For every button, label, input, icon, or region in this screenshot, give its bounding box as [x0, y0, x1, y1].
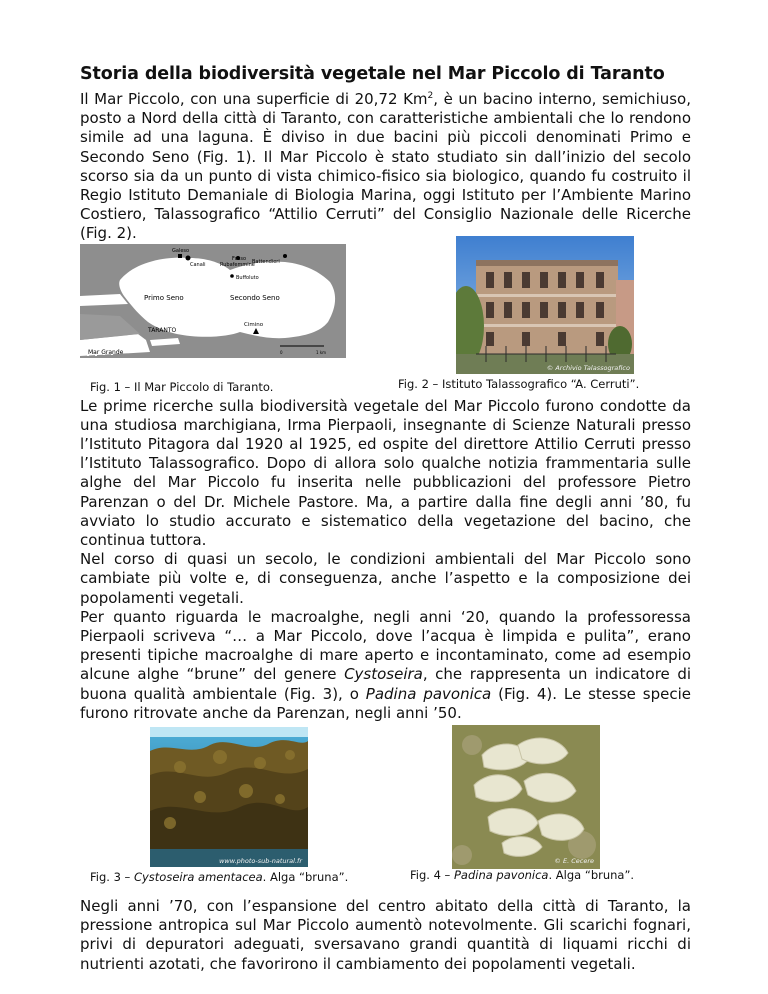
fig3-cystoseira-photo — [150, 727, 308, 867]
map-svg — [80, 244, 346, 374]
fig4-caption — [410, 868, 634, 882]
fig4-caption-pre: Fig. 4 – — [410, 868, 454, 883]
map-label-secondo-seno: Secondo Seno — [230, 293, 280, 302]
paragraph-macroalgae — [80, 608, 691, 723]
map-label-primo-seno: Primo Seno — [144, 293, 184, 302]
map-label-buffoluto: Buffoluto — [236, 274, 259, 281]
fig4-caption-species: Padina pavonica — [453, 868, 549, 883]
map-label-cimino: Cimino — [244, 321, 264, 328]
fig4-padina-photo — [452, 725, 600, 869]
fig4-credit: © E. Cecere — [554, 857, 594, 866]
map-label-galeso: Galeso — [172, 247, 190, 254]
map-label-rubafemmine: Rubafemmine — [220, 261, 255, 268]
fig3-caption-post: . Alga “bruna”. — [262, 870, 349, 885]
map-label-fosso: Fosso — [232, 255, 247, 262]
cystoseira-svg — [150, 727, 308, 867]
figure-row-2 — [80, 727, 691, 889]
figure-row-1 — [80, 244, 691, 394]
fig3-caption — [90, 870, 348, 884]
fig2-caption: Fig. 2 – Istituto Talassografico “A. Cerruti”. — [398, 376, 640, 391]
fig1-caption: Fig. 1 – Il Mar Piccolo di Taranto. — [90, 379, 274, 394]
superscript-2: 2 — [427, 91, 434, 101]
species-padina: Padina pavonica — [365, 684, 492, 703]
document-title: Storia della biodiversità vegetale nel Mar Piccolo di Taranto — [80, 64, 665, 84]
paragraph-early-research: Le prime ricerche sulla biodiversità vegetale del Mar Piccolo furono condotte da una studiosa marchigiana, Irma Pierpaoli, insegnante di Scienze Naturali presso l’Istituto Pitagora dal 1920 al 1925, ed ospite del direttore Attilio Cerruti presso l’Istituto Talassografico. Dopo di allora solo qualche notizia frammentaria sulle alghe del Mar Piccolo fu inserita nelle pubblicazioni del professore Pietro Parenzan o del Dr. Michele Pastore. Ma, a partire dalla fine degli anni ’80, fu avviato lo studio accurato e sistematico della vegetazione del bacino, che continua tuttora. — [80, 396, 691, 550]
genus-cystoseira: Cystoseira — [344, 665, 423, 684]
map-label-taranto: TARANTO — [148, 326, 177, 334]
fig1-map — [80, 244, 346, 374]
fig3-caption-pre: Fig. 3 – — [90, 870, 134, 885]
intro-paragraph — [80, 90, 691, 244]
map-label-canali: Canali — [190, 261, 206, 268]
fig2-building-photo — [456, 236, 634, 374]
document-page — [80, 64, 691, 974]
fig3-caption-species: Cystoseira amentacea — [133, 870, 263, 885]
map-scale-0: 0 — [280, 349, 283, 355]
macroalgae-text-3: (Fig. 4). Le stesse specie furono ritrovate anche da Parenzan, negli anni ’50. — [80, 684, 691, 722]
map-label-mar-grande: Mar Grande — [88, 348, 124, 356]
map-scale-1km: 1 km — [316, 349, 327, 355]
intro-text: Il Mar Piccolo, con una superficie di 20,72 Km — [80, 90, 428, 108]
paragraph-environment-change: Nel corso di quasi un secolo, le condizioni ambientali del Mar Piccolo sono cambiate più volte e, di conseguenza, anche l’aspetto e la composizione dei popolamenti vegetali. — [80, 550, 691, 607]
padina-svg — [452, 725, 600, 869]
fig4-caption-post: . Alga “bruna”. — [548, 868, 635, 883]
building-photo-svg — [456, 236, 634, 374]
macroalgae-text: Per quanto riguarda le macroalghe, negli anni ‘20, quando la professoressa Pierpaoli scriveva “… a Mar Piccolo, dove l’acqua è limpida e pulita”, erano presenti tipiche macroalghe di mare aperto e incontaminato, come ad esempio alcune alghe “brune” del genere — [80, 607, 691, 684]
fig3-credit: www.photo-sub-natural.fr — [219, 857, 302, 866]
fig2-credit: © Archivio Talassografico — [546, 363, 630, 372]
map-label-battendieri: Battendieri — [252, 258, 280, 265]
intro-text-cont: , è un bacino interno, semichiuso, posto a Nord della città di Taranto, con caratteristiche ambientali che lo rendono simile ad una laguna. È diviso in due bacini più piccoli denominati Primo e Secondo Seno (Fig. 1). Il Mar Piccolo è stato studiato sin dall’inizio del secolo scorso sia da un punto di vista chimico-fisico sia biologico, quando fu costruito il Regio Istituto Demaniale di Biologia Marina, oggi Istituto per l’Ambiente Marino Costiero, Talassografico “Attilio Cerruti” del Consiglio Nazionale delle Ricerche (Fig. 2). — [80, 90, 691, 243]
paragraph-seventies: Negli anni ’70, con l’espansione del centro abitato della città di Taranto, la pressione antropica sul Mar Piccolo aumentò notevolmente. Gli scarichi fognari, privi di depuratori adeguati, sversavano grandi quantità di liquami ricchi di nutrienti azotati, che favorirono il cambiamento dei popolamenti vegetali. — [80, 897, 691, 973]
macroalgae-text-2: , che rappresenta un indicatore di buona qualità ambientale (Fig. 3), o — [80, 665, 692, 703]
